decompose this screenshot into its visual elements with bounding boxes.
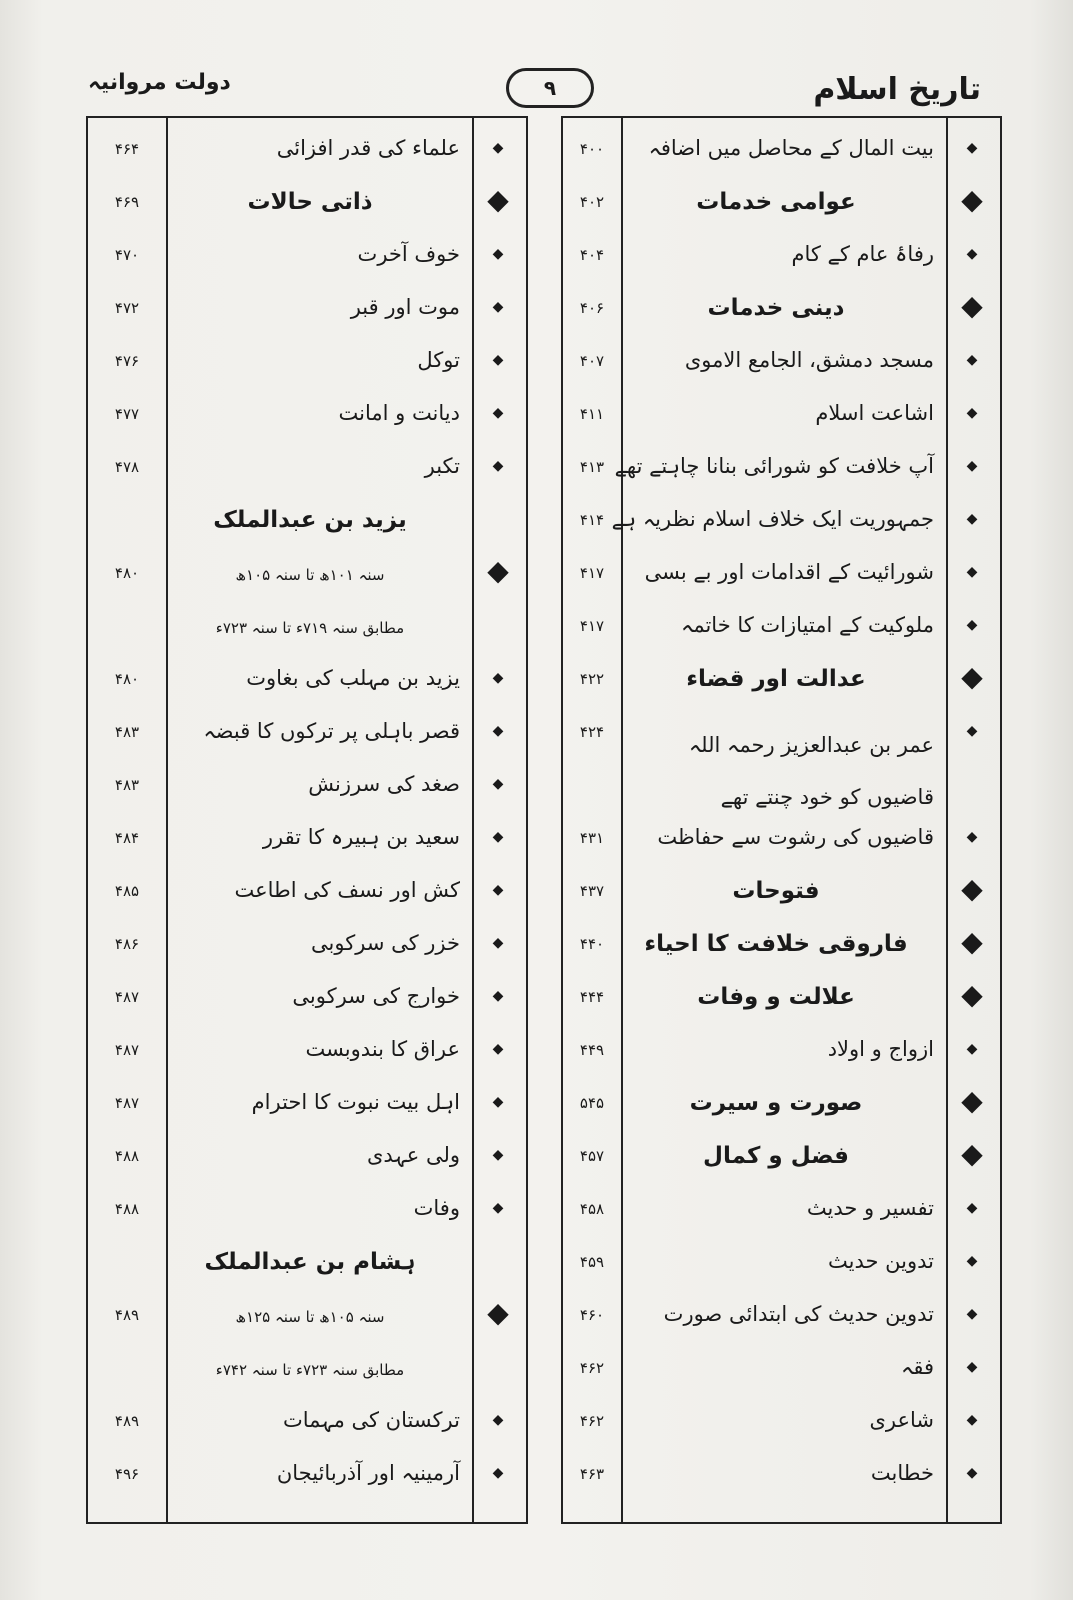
entry-title: شورائیت کے اقدامات اور بے بسی: [644, 560, 934, 584]
entry-title: مطابق سنہ ۷۲۳ء تا سنہ ۷۴۲ء: [215, 1361, 405, 1379]
toc-entry: [563, 603, 1000, 656]
entry-title: ولی عہدی: [366, 1143, 460, 1167]
entry-page-number: ۴۰۷: [579, 352, 605, 370]
diamond-bullet-icon: ◆: [961, 1137, 983, 1170]
entry-title: خطابت: [870, 1461, 934, 1485]
entry-title: عمر بن عبدالعزیز رحمہ اللہ قاضیوں کو خود چنتے تھے: [688, 733, 934, 809]
entry-title: کش اور نسف کی اطاعت: [234, 878, 460, 902]
toc-entry: [563, 497, 1000, 550]
entry-title: یزید بن مہلب کی بغاوت: [246, 666, 460, 690]
entry-page-number: ۴۷۸: [114, 458, 140, 476]
entry-page-number: ۴۸۴: [114, 829, 140, 847]
toc-entry: [563, 1027, 1000, 1080]
diamond-bullet-icon: ◆: [492, 1094, 504, 1110]
entry-page-number: ۴۱۴: [579, 511, 605, 529]
diamond-bullet-icon: ◆: [492, 1041, 504, 1057]
toc-entry: [88, 232, 526, 285]
entry-title: عدالت اور قضاء: [686, 666, 866, 692]
entry-page-number: ۴۸۶: [114, 935, 140, 953]
entry-page-number: ۴۸۷: [114, 1041, 140, 1059]
toc-entry: [563, 815, 1000, 868]
entry-title: خزر کی سرکوبی: [311, 931, 460, 955]
toc-entry: [88, 126, 526, 179]
entry-page-number: ۴۶۴: [114, 140, 140, 158]
entry-title: یزید بن عبدالملک: [213, 507, 407, 533]
entry-title: رفاۂ عام کے کام: [791, 242, 934, 266]
entry-title: شاعری: [869, 1408, 934, 1432]
toc-entry: [563, 285, 1000, 338]
entry-page-number: ۴۰۲: [579, 193, 605, 211]
entry-title: دینی خدمات: [707, 295, 845, 321]
entry-page-number: ۴۸۰: [114, 564, 140, 582]
toc-entry: [88, 338, 526, 391]
diamond-bullet-icon: ◆: [966, 1253, 978, 1269]
diamond-bullet-icon: ◆: [492, 1200, 504, 1216]
diamond-bullet-icon: ◆: [966, 246, 978, 262]
entry-page-number: ۴۱۳: [579, 458, 605, 476]
entry-title: تفسیر و حدیث: [806, 1196, 934, 1220]
entry-page-number: ۴۶۲: [579, 1412, 605, 1430]
diamond-bullet-icon: ◆: [966, 405, 978, 421]
entry-page-number: ۴۸۰: [114, 670, 140, 688]
diamond-bullet-icon: ◆: [487, 183, 509, 216]
diamond-bullet-icon: ◆: [492, 352, 504, 368]
diamond-bullet-icon: ◆: [492, 723, 504, 739]
diamond-bullet-icon: ◆: [487, 554, 509, 587]
entry-title: سنہ ۱۰۱ھ تا سنہ ۱۰۵ھ: [235, 566, 385, 584]
entry-title: جمہوریت ایک خلاف اسلام نظریہ ہے: [611, 507, 934, 531]
diamond-bullet-icon: ◆: [961, 978, 983, 1011]
entry-title: قصر باہلی پر ترکوں کا قبضہ: [203, 719, 460, 743]
entry-title: علالت و وفات: [697, 984, 855, 1010]
diamond-bullet-icon: ◆: [492, 988, 504, 1004]
toc-entry: [88, 497, 526, 550]
diamond-bullet-icon: ◆: [966, 140, 978, 156]
section-title: دولت مروانیہ: [88, 70, 231, 95]
toc-entry: [88, 762, 526, 815]
entry-title: ملوکیت کے امتیازات کا خاتمہ: [681, 613, 934, 637]
diamond-bullet-icon: ◆: [492, 458, 504, 474]
entry-page-number: ۴۵۷: [579, 1147, 605, 1165]
toc-rows: [563, 126, 1000, 1504]
entry-page-number: ۵۴۵: [579, 1094, 605, 1112]
entry-page-number: ۴۶۲: [579, 1359, 605, 1377]
diamond-bullet-icon: ◆: [492, 405, 504, 421]
toc-entry: [88, 391, 526, 444]
entry-page-number: ۴۴۴: [579, 988, 605, 1006]
toc-entry: [88, 1186, 526, 1239]
entry-page-number: ۴۲۴: [579, 723, 605, 741]
toc-entry: [88, 444, 526, 497]
entry-title: وفات: [413, 1196, 460, 1220]
toc-right-column: [561, 116, 1002, 1524]
page-number: ۹: [506, 68, 594, 108]
toc-entry: [563, 550, 1000, 603]
toc-entry: [88, 1292, 526, 1345]
toc-entry: [88, 868, 526, 921]
entry-page-number: ۴۱۱: [579, 405, 605, 423]
entry-title: تکبر: [424, 454, 460, 478]
toc-entry: [88, 921, 526, 974]
entry-title: صغد کی سرزنش: [308, 772, 460, 796]
diamond-bullet-icon: ◆: [966, 352, 978, 368]
entry-title: فقہ: [901, 1355, 934, 1379]
toc-entry: [563, 1186, 1000, 1239]
toc-entry: [563, 1451, 1000, 1504]
diamond-bullet-icon: ◆: [961, 183, 983, 216]
entry-page-number: ۴۷۷: [114, 405, 140, 423]
entry-page-number: ۴۱۷: [579, 617, 605, 635]
entry-title: عراق کا بندوبست: [305, 1037, 460, 1061]
diamond-bullet-icon: ◆: [492, 935, 504, 951]
toc-entry: [563, 1080, 1000, 1133]
entry-page-number: ۴۳۷: [579, 882, 605, 900]
toc-entry: [563, 709, 1000, 815]
entry-title: تدوین حدیث کی ابتدائی صورت: [663, 1302, 934, 1326]
entry-page-number: ۴۵۸: [579, 1200, 605, 1218]
toc-left-column: [86, 116, 528, 1524]
entry-page-number: ۴۸۳: [114, 776, 140, 794]
entry-title: خوف آخرت: [357, 242, 460, 266]
toc-entry: [88, 709, 526, 762]
toc-entry: [88, 1133, 526, 1186]
entry-page-number: ۴۷۲: [114, 299, 140, 317]
diamond-bullet-icon: ◆: [961, 289, 983, 322]
entry-page-number: ۴۴۰: [579, 935, 605, 953]
toc-entry: [88, 1080, 526, 1133]
toc-entry: [88, 285, 526, 338]
toc-entry: [88, 1239, 526, 1292]
diamond-bullet-icon: ◆: [966, 458, 978, 474]
entry-page-number: ۴۸۸: [114, 1147, 140, 1165]
entry-page-number: ۴۰۰: [579, 140, 605, 158]
entry-page-number: ۴۰۶: [579, 299, 605, 317]
entry-title: فاروقی خلافت کا احیاء: [644, 931, 908, 957]
diamond-bullet-icon: ◆: [966, 1412, 978, 1428]
diamond-bullet-icon: ◆: [966, 511, 978, 527]
diamond-bullet-icon: ◆: [492, 1147, 504, 1163]
entry-title: بیت المال کے محاصل میں اضافہ: [648, 136, 934, 160]
diamond-bullet-icon: ◆: [492, 140, 504, 156]
entry-title: آپ خلافت کو شورائی بنانا چاہتے تھے: [614, 454, 934, 478]
entry-title: آرمینیہ اور آذربائیجان: [276, 1461, 460, 1485]
entry-title: موت اور قبر: [350, 295, 460, 319]
toc-entry: [88, 550, 526, 603]
entry-title: سعید بن ہبیرہ کا تقرر: [262, 825, 460, 849]
entry-title: عوامی خدمات: [696, 189, 856, 215]
diamond-bullet-icon: ◆: [492, 670, 504, 686]
entry-page-number: ۴۸۹: [114, 1306, 140, 1324]
diamond-bullet-icon: ◆: [487, 1296, 509, 1329]
diamond-bullet-icon: ◆: [492, 1465, 504, 1481]
entry-page-number: ۴۶۳: [579, 1465, 605, 1483]
toc-entry: [88, 1345, 526, 1398]
diamond-bullet-icon: ◆: [966, 617, 978, 633]
entry-title: فضل و کمال: [703, 1143, 849, 1169]
toc-rows: [88, 126, 526, 1504]
toc-entry: [563, 1292, 1000, 1345]
diamond-bullet-icon: ◆: [492, 882, 504, 898]
toc-entry: [88, 974, 526, 1027]
entry-page-number: ۴۵۹: [579, 1253, 605, 1271]
toc-entry: [88, 815, 526, 868]
entry-title: ہشام بن عبدالملک: [204, 1249, 416, 1275]
entry-title: مسجد دمشق، الجامع الاموی: [684, 348, 934, 372]
toc-entry: [563, 1398, 1000, 1451]
toc-entry: [88, 656, 526, 709]
entry-page-number: ۴۲۲: [579, 670, 605, 688]
toc-entry: [563, 338, 1000, 391]
diamond-bullet-icon: ◆: [966, 1200, 978, 1216]
entry-page-number: ۴۸۷: [114, 1094, 140, 1112]
book-title: تاریخ اسلام: [813, 72, 981, 107]
entry-page-number: ۴۹۶: [114, 1465, 140, 1483]
entry-title: اشاعت اسلام: [815, 401, 934, 425]
toc-entry: [563, 974, 1000, 1027]
diamond-bullet-icon: ◆: [966, 1359, 978, 1375]
entry-title: صورت و سیرت: [689, 1090, 863, 1116]
diamond-bullet-icon: ◆: [492, 1412, 504, 1428]
entry-page-number: ۴۸۸: [114, 1200, 140, 1218]
toc-entry: [563, 1345, 1000, 1398]
diamond-bullet-icon: ◆: [492, 246, 504, 262]
toc-entry: [563, 1133, 1000, 1186]
toc-entry: [88, 179, 526, 232]
entry-title: دیانت و امانت: [338, 401, 460, 425]
entry-page-number: ۴۳۱: [579, 829, 605, 847]
diamond-bullet-icon: ◆: [966, 829, 978, 845]
entry-title: خوارج کی سرکوبی: [292, 984, 460, 1008]
entry-page-number: ۴۷۶: [114, 352, 140, 370]
diamond-bullet-icon: ◆: [492, 829, 504, 845]
entry-page-number: ۴۱۷: [579, 564, 605, 582]
diamond-bullet-icon: ◆: [492, 299, 504, 315]
diamond-bullet-icon: ◆: [966, 1041, 978, 1057]
diamond-bullet-icon: ◆: [961, 925, 983, 958]
diamond-bullet-icon: ◆: [966, 564, 978, 580]
toc-entry: [563, 868, 1000, 921]
entry-title: علماء کی قدر افزائی: [276, 136, 460, 160]
entry-title: ازواج و اولاد: [827, 1037, 934, 1061]
entry-title: ذاتی حالات: [247, 189, 373, 215]
entry-title: تدوین حدیث: [828, 1249, 934, 1273]
diamond-bullet-icon: ◆: [492, 776, 504, 792]
toc-entry: [563, 232, 1000, 285]
toc-entry: [563, 1239, 1000, 1292]
toc-entry: [563, 444, 1000, 497]
diamond-bullet-icon: ◆: [961, 872, 983, 905]
entry-title: توکل: [417, 348, 460, 372]
entry-title: قاضیوں کی رشوت سے حفاظت: [657, 825, 934, 849]
entry-page-number: ۴۴۹: [579, 1041, 605, 1059]
toc-entry: [563, 391, 1000, 444]
entry-page-number: ۴۷۰: [114, 246, 140, 264]
entry-page-number: ۴۰۴: [579, 246, 605, 264]
entry-title: اہل بیت نبوت کا احترام: [251, 1090, 460, 1114]
diamond-bullet-icon: ◆: [961, 1084, 983, 1117]
entry-title: ترکستان کی مہمات: [282, 1408, 460, 1432]
diamond-bullet-icon: ◆: [966, 1306, 978, 1322]
entry-page-number: ۴۸۳: [114, 723, 140, 741]
toc-entry: [88, 1027, 526, 1080]
toc-entry: [88, 603, 526, 656]
toc-entry: [88, 1451, 526, 1504]
entry-title: سنہ ۱۰۵ھ تا سنہ ۱۲۵ھ: [235, 1308, 385, 1326]
entry-page-number: ۴۶۰: [579, 1306, 605, 1324]
diamond-bullet-icon: ◆: [966, 1465, 978, 1481]
toc-entry: [563, 921, 1000, 974]
toc-entry: [88, 1398, 526, 1451]
diamond-bullet-icon: ◆: [966, 723, 978, 739]
toc-entry: [563, 656, 1000, 709]
toc-entry: [563, 179, 1000, 232]
toc-entry: [563, 126, 1000, 179]
entry-page-number: ۴۸۷: [114, 988, 140, 1006]
diamond-bullet-icon: ◆: [961, 660, 983, 693]
entry-title: فتوحات: [732, 878, 820, 904]
entry-page-number: ۴۶۹: [114, 193, 140, 211]
entry-title: مطابق سنہ ۷۱۹ء تا سنہ ۷۲۳ء: [215, 619, 405, 637]
entry-page-number: ۴۸۵: [114, 882, 140, 900]
entry-page-number: ۴۸۹: [114, 1412, 140, 1430]
